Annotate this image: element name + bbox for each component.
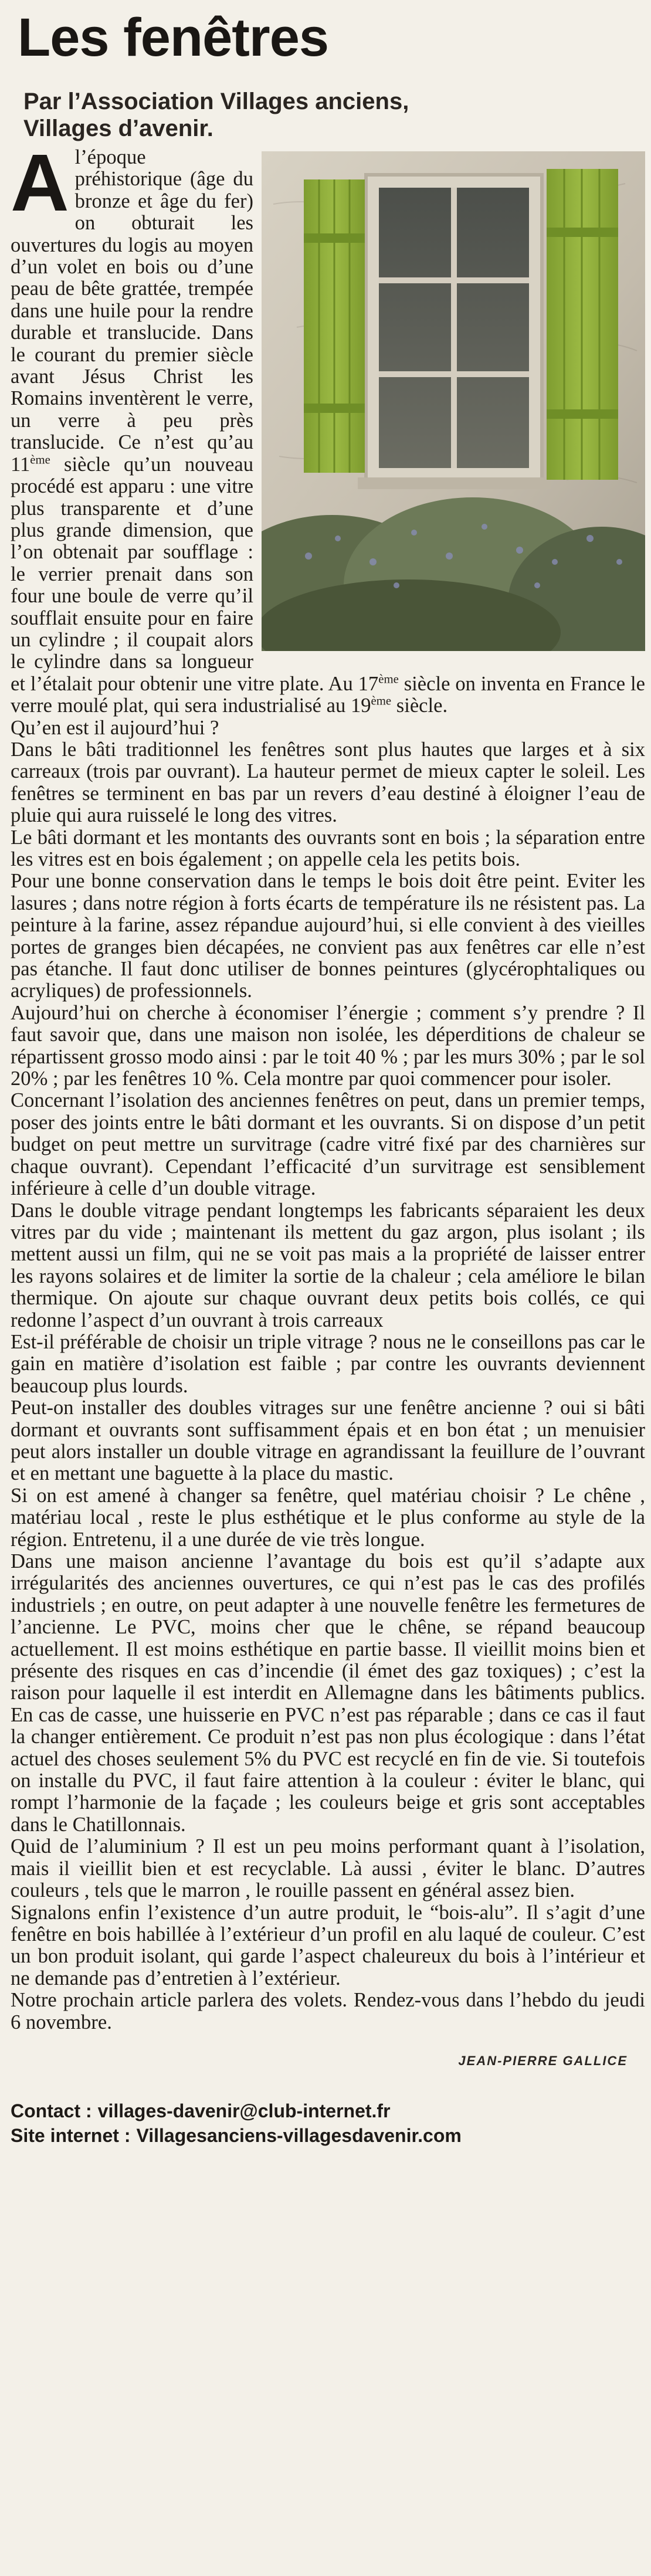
lead-text-4: siècle.: [391, 694, 448, 717]
paragraph: Concernant l’isolation des anciennes fenêtres on peut, dans un premier temps, poser des joints entre le bâti dormant et les ouvrants. Si on dispose d’un petit budget on peut mettre un survitrage (cadre vitré fixé par des charnières sur chaque ouvrant). Cependant l’efficacité d’un survitrage est sensiblement inférieure à celle d’un double vitrage.: [11, 1089, 645, 1200]
lead-sup-2: ème: [378, 673, 399, 686]
paragraph: Si on est amené à changer sa fenêtre, quel matériau choisir ? Le chêne , matériau local , reste le plus esthétique et le plus conforme au style de la région. Entretenu, il a une durée de vie très longue.: [11, 1484, 645, 1551]
paragraph: Dans le bâti traditionnel les fenêtres sont plus hautes que larges et à six carreaux (trois par ouvrant). La hauteur permet de mieux capter le soleil. Les fenêtres se terminent en bas par un revers d’eau destiné à éloigner l’eau de pluie qui aura ruisselé le long des vitres.: [11, 738, 645, 827]
website-line: [11, 2123, 645, 2148]
lead-sup-1: ème: [30, 453, 50, 467]
paragraph: Quid de l’aluminium ? Il est un peu moins performant quant à l’isolation, mais il vieillit bien et est recyclable. Là aussi , éviter le blanc. D’autres couleurs , tels que le marron , le rouille passent en général assez bien.: [11, 1835, 645, 1902]
lead-text: l’époque préhistorique (âge du bronze et âge du fer) on obturait les ouvertures du logis au moyen d’un volet en bois ou d’une peau de bête grattée, trempée dans une huile pour la rendre durable et translucide. Dans le courant du premier siècle avant Jésus Christ les Romains inventèrent le verre, un verre à peu près translucide. Ce n’est qu’au 11: [11, 146, 253, 476]
lead-text-3: siècle on inventa en France le verre moulé plat, qui sera industrialisé au 19: [11, 672, 645, 717]
website-label: Site internet :: [11, 2125, 131, 2147]
paragraph: Qu’en est il aujourd’hui ?: [11, 716, 219, 739]
contact-line: [11, 2099, 645, 2123]
window-photo: [262, 151, 645, 651]
contact-block: [11, 2099, 645, 2148]
subtitle-line-2: Villages d’avenir.: [23, 116, 213, 141]
paragraph: Dans le double vitrage pendant longtemps les fabricants séparaient les deux vitres par du vide ; maintenant ils mettent du gaz argon, plus isolant ; ils mettent aussi un film, qui ne se voit pas mais a la propriété de laisser entrer les rayons solaires et de limiter la sortie de la chaleur ; cela améliore le bilan thermique. On ajoute sur chaque ouvrant deux petits bois collés, ce qui redonne l’aspect d’un ouvrant à trois carreaux: [11, 1199, 645, 1331]
article-title: Les fenêtres: [18, 8, 329, 67]
contact-email-link[interactable]: villages-davenir@club-internet.fr: [97, 2100, 391, 2122]
article-subtitle: [23, 88, 645, 142]
paragraph: Est-il préférable de choisir un triple vitrage ? nous ne le conseillons pas car le gain en matière d’isolation est faible ; par contre les ouvrants deviennent beaucoup plus lourds.: [11, 1330, 645, 1397]
paragraph: Pour une bonne conservation dans le temps le bois doit être peint. Eviter les lasures ; dans notre région à forts écarts de température ils ne résistent pas. La peinture à la farine, assez répandue aujourd’hui, si elle convient à des vieilles portes de granges bien décapées, ne convient pas aux fenêtres car elle n’est pas étanche. Il faut donc utiliser de bonnes peintures (glycérophtaliques ou acryliques) de professionnels.: [11, 870, 645, 1002]
lead-text-2: siècle qu’un nouveau procédé est apparu : une vitre plus transparente et d’une plus grande dimension, que l’on obtenait par soufflage : le verrier prenait dans son four une boule de verre qu’il soufflait ensuite pour en faire un cylindre ; il coupait alors le cylindre dans sa longueur et l’étalait pour obtenir une vitre plate. Au 17: [11, 453, 379, 695]
subtitle-line-1: Par l’Association Villages anciens,: [23, 89, 409, 114]
contact-label: Contact :: [11, 2100, 92, 2122]
article-body: [11, 138, 645, 2072]
author-signature: JEAN-PIERRE GALLICE: [458, 2053, 628, 2068]
window-with-green-shutters-photo: [262, 151, 645, 651]
paragraph: Notre prochain article parlera des volets. Rendez-vous dans l’hebdo du jeudi 6 novembre.: [11, 1989, 645, 2033]
lead-sup-3: ème: [371, 694, 392, 708]
website-link[interactable]: Villagesanciens-villagesdavenir.com: [136, 2125, 462, 2147]
paragraph: Le bâti dormant et les montants des ouvrants sont en bois ; la séparation entre les vitres est en bois également ; on appelle cela les petits bois.: [11, 826, 645, 870]
paragraph: Dans une maison ancienne l’avantage du bois est qu’il s’adapte aux irrégularités des anciennes ouvertures, ce qui n’est pas le cas des profilés industriels ; en outre, on peut adapter à une nouvelle fenêtre les fermetures de l’ancienne. Le PVC, moins cher que le chêne, se répand beaucoup actuellement. Il est moins esthétique en partie basse. Il vieillit moins bien et présente des risques en cas d’incendie (il émet des gaz toxiques) ; c’est la raison pour laquelle il est interdit en Allemagne dans les bâtiments publics. En cas de casse, une huisserie en PVC n’est pas réparable ; dans ce cas il faut la changer entièrement. Ce produit n’est pas non plus écologique : dans l’état actuel des choses seulement 5% du PVC est recyclé en fin de vie. Si toutefois on installe du PVC, il faut faire attention à la couleur : éviter le blanc, qui rompt l’harmonie de la façade ; les couleurs beige et gris sont acceptables dans le Chatillonnais.: [11, 1550, 645, 1836]
drop-cap: A: [11, 138, 69, 228]
paragraph: Peut-on installer des doubles vitrages sur une fenêtre ancienne ? oui si bâti dormant et ouvrants sont suffisamment épais et en bon état ; un menuisier peut alors installer un double vitrage en agrandissant la feuillure de l’ouvrant et en mettant une baguette à la place du mastic.: [11, 1397, 645, 1485]
paragraph: Aujourd’hui on cherche à économiser l’énergie ; comment s’y prendre ? Il faut savoir que, dans une maison non isolée, les déperditions de chaleur se répartissent grosso modo ainsi : par le toit 40 % ; par les murs 30% ; par le sol 20% ; par les fenêtres 10 %. Cela montre par quoi commencer pour isoler.: [11, 1001, 645, 1090]
paragraph: Signalons enfin l’existence d’un autre produit, le “bois-alu”. Il s’agit d’une fenêtre en bois habillée à l’extérieur d’un profil en alu laqué de couleur. C’est un bon produit isolant, qui garde l’aspect chaleureux du bois à l’intérieur et ne demande pas d’entretien à l’extérieur.: [11, 1901, 645, 1989]
article: [11, 0, 645, 2148]
